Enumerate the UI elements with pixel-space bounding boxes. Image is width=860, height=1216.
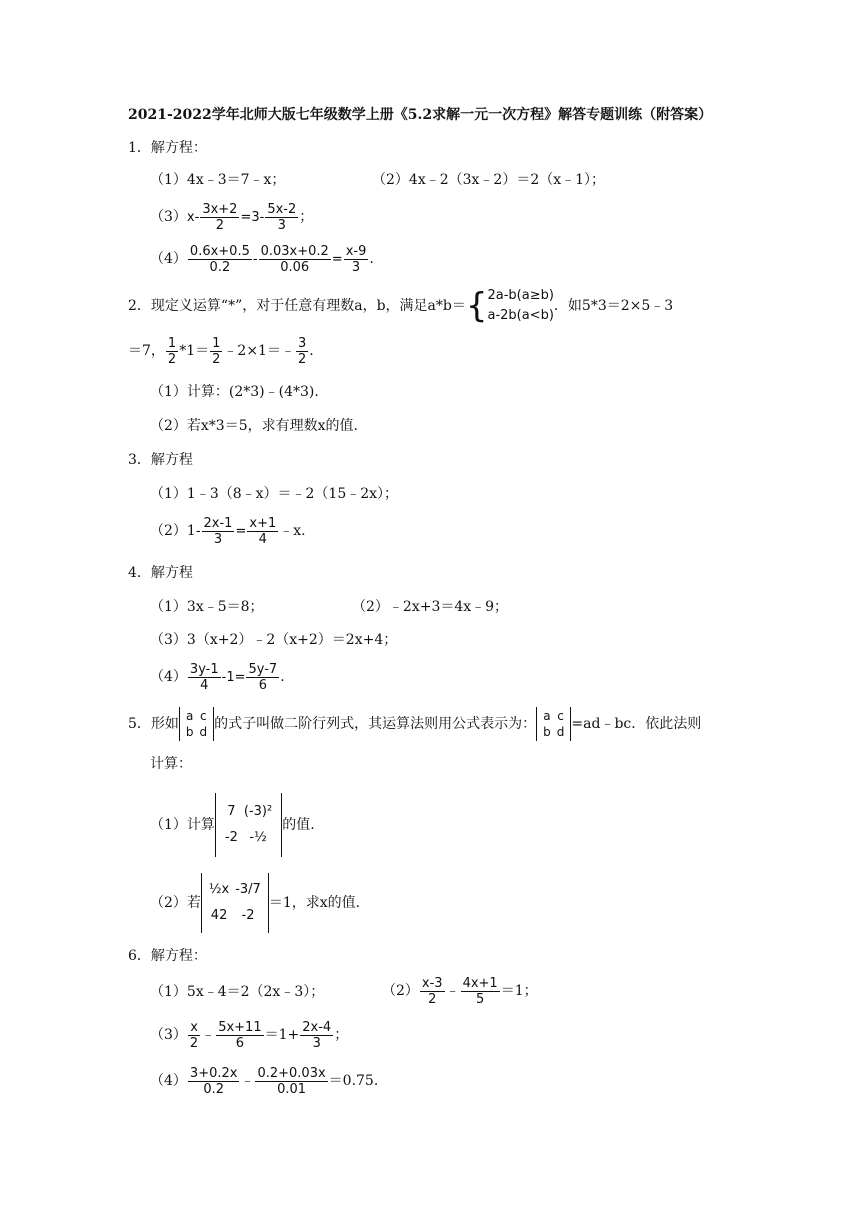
- q5-matrix2: [201, 873, 269, 933]
- frac-denominator: 4: [200, 677, 209, 693]
- frac-numerator: 5x-2: [267, 201, 297, 217]
- frac-numerator: 1: [167, 335, 177, 351]
- det-cell: d: [556, 725, 565, 739]
- q5-part2-post: ＝1，求x的值.: [268, 895, 361, 911]
- q3-label: 3．解方程: [128, 452, 193, 468]
- frac-denominator: 3: [312, 1035, 321, 1051]
- det-cell: c: [200, 709, 207, 723]
- frac-numerator: 0.03x+0.2: [260, 243, 329, 259]
- left-brace-icon: {: [465, 286, 488, 326]
- q3-part1: （1）1﹣3（8﹣x）＝﹣2（15﹣2x）；: [150, 486, 399, 502]
- q6-part4-frac2: [255, 1066, 327, 1097]
- frac-numerator: x-3: [421, 975, 443, 991]
- q6-part4: [150, 1064, 378, 1098]
- q4-part3: （3）3（x+2）﹣2（x+2）＝2x+4；: [150, 632, 398, 648]
- q1-part4-term: -: [252, 252, 258, 267]
- frac-numerator: x: [190, 1019, 198, 1035]
- q5-determinant-form: [179, 707, 214, 741]
- q1-part3-frac1: [200, 202, 239, 233]
- q6-part2-frac2: [461, 976, 500, 1007]
- q1-part4-frac3: [344, 244, 369, 275]
- q5-determinant-rule: [536, 707, 571, 741]
- frac-denominator: 3: [277, 217, 286, 233]
- det-cell: a: [186, 709, 194, 723]
- frac-numerator: 0.2+0.03x: [257, 1065, 326, 1081]
- q6-part3-end: ；: [334, 1027, 349, 1043]
- frac-denominator: 0.2: [203, 1081, 225, 1097]
- q2-piecewise: [466, 286, 554, 326]
- frac-numerator: 4x+1: [462, 975, 498, 991]
- q1-part3-frac2: [265, 202, 298, 233]
- q6-part2-frac1: [420, 976, 445, 1007]
- q3-frac1: [202, 516, 235, 547]
- frac-denominator: 5: [476, 991, 485, 1007]
- q5-line1-mid: 的式子叫做二阶行列式，其运算法则用公式表示为：: [214, 716, 537, 732]
- frac-denominator: 0.06: [280, 259, 310, 275]
- frac-numerator: 3x+2: [202, 201, 238, 217]
- det-cell: -3/7: [235, 882, 261, 897]
- frac-denominator: 4: [258, 531, 267, 547]
- frac-denominator: 2: [297, 351, 307, 367]
- q5-line1-prefix: 5．形如: [128, 716, 179, 732]
- q2-part1: （1）计算：(2*3)﹣(4*3).: [150, 384, 319, 400]
- det-cell: c: [557, 709, 564, 723]
- q4-part4: [150, 660, 285, 695]
- q2-frac3: [296, 336, 308, 367]
- det-cell: d: [199, 725, 208, 739]
- det-cell: a: [543, 709, 551, 723]
- frac-denominator: 2: [167, 351, 177, 367]
- q3-part2-term: -: [195, 524, 201, 539]
- q1-part4-prefix: （4）: [150, 251, 187, 267]
- q2-line2-prefix: ＝7，: [128, 343, 165, 359]
- frac-numerator: 1: [212, 335, 221, 351]
- frac-numerator: 5x+11: [218, 1019, 262, 1035]
- q1-part4-frac2: [259, 244, 331, 275]
- frac-denominator: 2: [428, 991, 437, 1007]
- frac-denominator: 3: [351, 259, 361, 275]
- frac-denominator: 2: [189, 1035, 199, 1051]
- q6-label: 6．解方程：: [128, 948, 207, 964]
- q6-part2: [382, 974, 538, 1008]
- q4-part4-prefix: （4）: [150, 669, 187, 685]
- det-cell: -2: [241, 908, 255, 923]
- q6-part4-term: ﹣: [240, 1073, 255, 1089]
- q2-line2-mid2: ﹣2×1＝﹣: [223, 343, 295, 359]
- q4-part4-end: .: [280, 669, 285, 685]
- q1-part4-end: .: [369, 251, 374, 267]
- q6-part3-term: ＝1+: [264, 1027, 300, 1043]
- q2-frac2: [210, 336, 222, 367]
- q4-frac2: [246, 662, 279, 693]
- q6-part2-prefix: （2）: [382, 983, 419, 999]
- frac-denominator: 0.2: [209, 259, 231, 275]
- det-cell: b: [543, 725, 551, 739]
- q4-label: 4．解方程: [128, 565, 193, 581]
- frac-numerator: 5y-7: [248, 661, 278, 677]
- q2-case1: 2a-b(a≥b): [487, 288, 554, 303]
- det-cell: (-3)²: [243, 804, 273, 819]
- q6-part2-term: ﹣: [445, 983, 460, 999]
- det-cell: ½x: [208, 882, 230, 897]
- q1-part1: （1）4x﹣3＝7﹣x；: [150, 172, 286, 188]
- frac-numerator: 0.6x+0.5: [189, 243, 250, 259]
- q5-line1-post: =ad﹣bc．依此法则: [571, 716, 702, 732]
- q6-part4-prefix: （4）: [150, 1073, 187, 1089]
- q2-line2-mid: *1＝: [179, 343, 210, 359]
- q1-part2: （2）4x﹣2（3x﹣2）＝2（x﹣1）；: [372, 172, 606, 188]
- q4-part2: （2）﹣2x+3＝4x﹣9；: [352, 599, 509, 615]
- q4-part1: （1）3x﹣5＝8；: [150, 599, 264, 615]
- q1-part3-term: =3-: [240, 210, 265, 225]
- q2-definition-text: 2．现定义运算“*”，对于任意有理数a，b，满足a*b＝: [128, 298, 466, 314]
- q1-part3-prefix: （3）: [150, 209, 187, 225]
- det-cell: 7: [227, 804, 236, 819]
- det-cell: -½: [249, 830, 267, 845]
- frac-numerator: 3y-1: [189, 661, 219, 677]
- frac-numerator: 3: [297, 335, 307, 351]
- q6-part3-frac2: [216, 1020, 263, 1051]
- page-title: 2021-2022学年北师大版七年级数学上册《5.2求解一元一次方程》解答专题训练（附答案）: [128, 107, 713, 123]
- frac-numerator: 2x-1: [203, 515, 233, 531]
- q3-frac2: [247, 516, 278, 547]
- q6-part2-end: ＝1；: [500, 983, 538, 999]
- q6-part4-frac1: [188, 1066, 240, 1097]
- det-cell: -2: [224, 830, 238, 845]
- q1-label: 1．解方程：: [128, 140, 207, 156]
- q1-part3: [150, 200, 313, 235]
- q1-part3-term: x-: [186, 210, 200, 225]
- frac-denominator: 6: [235, 1035, 245, 1051]
- q1-part4-frac1: [188, 244, 252, 275]
- q6-part3-prefix: （3）: [150, 1027, 187, 1043]
- q5-line1: [128, 704, 701, 744]
- frac-denominator: 2: [215, 217, 225, 233]
- q5-part2-prefix: （2）若: [150, 895, 201, 911]
- det-cell: b: [185, 725, 194, 739]
- q1-part4: [150, 242, 374, 277]
- q5-part1-prefix: （1）计算: [150, 817, 215, 833]
- frac-denominator: 6: [258, 677, 267, 693]
- q2-example-text: ．如5*3＝2×5﹣3: [553, 298, 674, 314]
- q6-part3-frac1: [188, 1020, 200, 1051]
- frac-numerator: x+1: [249, 515, 277, 531]
- q5-line2: 计算：: [150, 756, 192, 772]
- q4-part4-term: -1=: [221, 670, 246, 685]
- q2-line1: [128, 286, 673, 326]
- frac-denominator: 0.01: [277, 1081, 307, 1097]
- q5-part1: [150, 792, 315, 858]
- q5-part2: [150, 872, 360, 934]
- q6-part3-term: ﹣: [201, 1027, 216, 1043]
- q5-part1-post: 的值.: [282, 817, 315, 833]
- frac-numerator: 3+0.2x: [189, 1065, 238, 1081]
- q2-cases: [487, 286, 553, 326]
- frac-denominator: 3: [213, 531, 223, 547]
- q2-line2-end: .: [309, 343, 314, 359]
- q2-part2: （2）若x*3＝5，求有理数x的值.: [150, 418, 358, 434]
- q2-case2: a-2b(a<b): [487, 308, 554, 323]
- q6-part4-end: ＝0.75.: [328, 1073, 379, 1089]
- q6-part3: [150, 1018, 348, 1052]
- frac-numerator: 2x-4: [302, 1019, 332, 1035]
- q3-part2-prefix: （2）1: [150, 523, 196, 539]
- q3-part2-end: ﹣x.: [279, 523, 306, 539]
- q2-line2: [128, 334, 314, 368]
- frac-denominator: 2: [212, 351, 221, 367]
- q3-part2: [150, 514, 306, 549]
- q4-frac1: [188, 662, 221, 693]
- det-cell: 42: [210, 908, 228, 923]
- q1-part3-end: ；: [299, 209, 314, 225]
- q6-part1: （1）5x﹣4＝2（2x﹣3）；: [150, 984, 325, 1000]
- q3-part2-term: =: [235, 524, 247, 539]
- frac-numerator: x-9: [345, 243, 367, 259]
- q6-part3-frac3: [300, 1020, 333, 1051]
- q1-part4-term: =: [331, 252, 343, 267]
- q2-frac1: [166, 336, 178, 367]
- q5-matrix1: [215, 793, 282, 857]
